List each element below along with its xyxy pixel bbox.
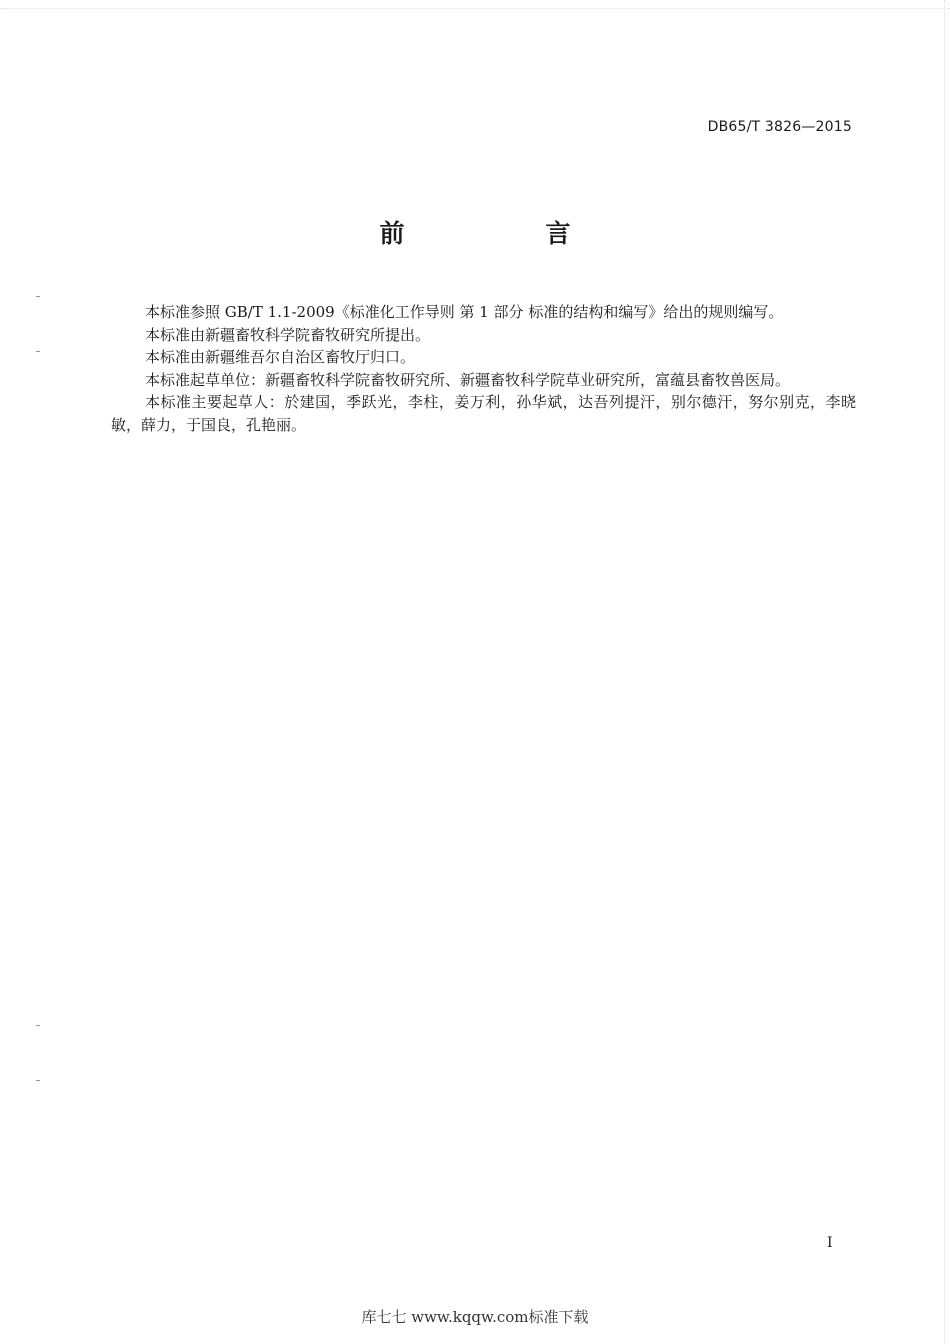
paragraph-centralized-by: 本标准由新疆维吾尔自治区畜牧厅归口。 [145,348,416,366]
page-number: I [827,1235,833,1251]
scan-edge-right [944,0,948,1344]
footer-watermark: 库七七 www.kqqw.com标准下载 [361,1308,589,1326]
paragraph-drafting-rules: 本标准参照 GB/T 1.1-2009《标准化工作导则 第 1 部分 标准的结构和编写》给出的规则编写。 [145,303,784,321]
scan-speck [36,351,40,352]
scan-edge-top [0,0,950,9]
scan-speck [36,1025,40,1026]
paragraph-proposer: 本标准由新疆畜牧科学院畜牧研究所提出。 [145,325,431,344]
scan-speck [36,296,40,297]
foreword-body [111,301,856,436]
page-title: 前 言 [379,219,629,248]
standard-code: DB65/T 3826—2015 [707,119,852,135]
paragraph-drafting-units: 本标准起草单位：新疆畜牧科学院畜牧研究所、新疆畜牧科学院草业研究所，富蕴县畜牧兽医局。 [145,370,791,389]
scan-speck [36,1080,40,1081]
paragraph-drafters: 本标准主要起草人：於建国，季跃光，李柱，姜万利，孙华斌，达吾列提汗，别尔德汗，努尔别克，李晓敏，薛力，于国良，孔艳丽。 [111,393,856,434]
